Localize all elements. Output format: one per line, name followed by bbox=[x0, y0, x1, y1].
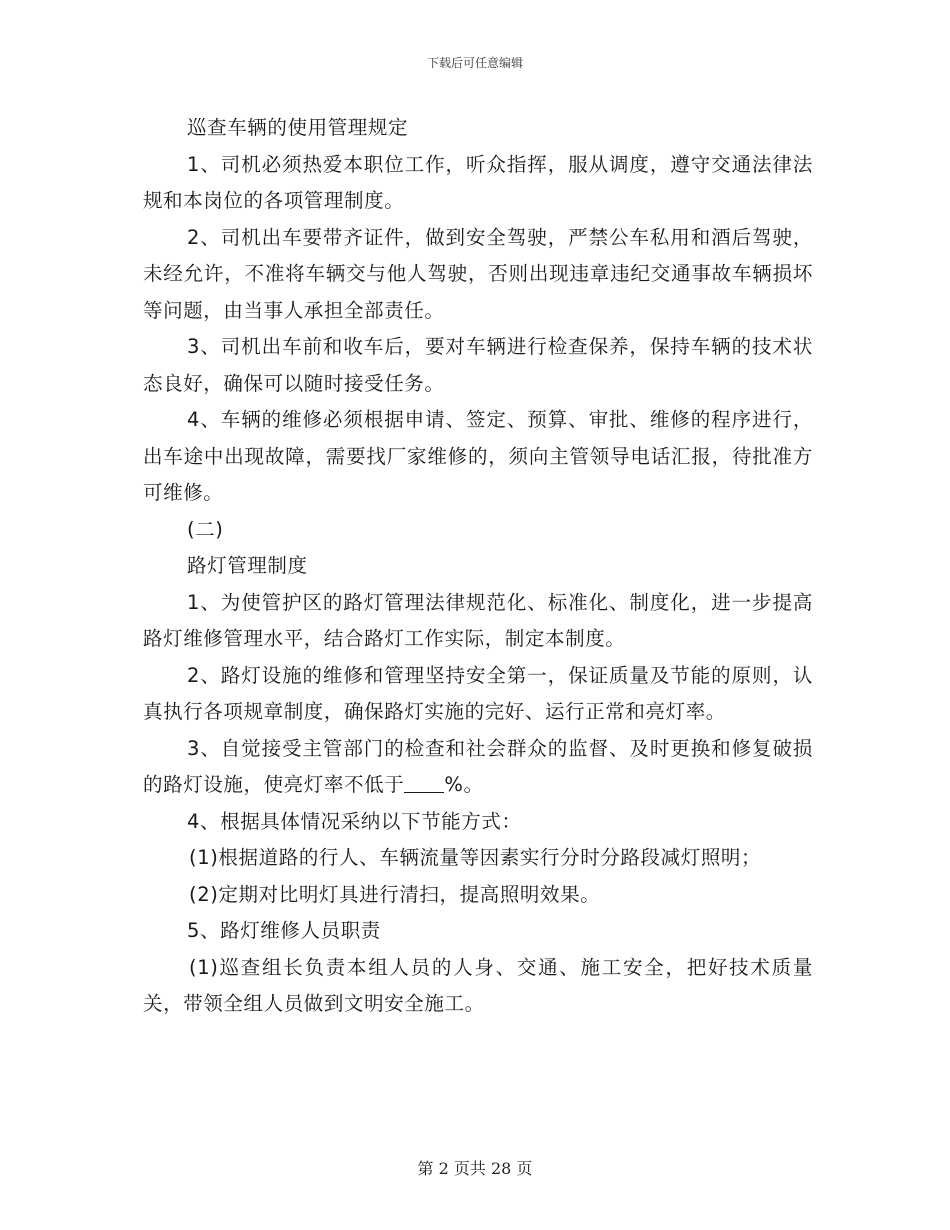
page-header: 下载后可任意编辑 bbox=[426, 56, 523, 70]
paragraph-light-rule-4: 4、根据具体情况采纳以下节能方式： bbox=[187, 809, 522, 833]
section-number: (二) bbox=[187, 517, 224, 541]
paragraph-vehicle-rule-3: 3、司机出车前和收车后，要对车辆进行检查保养，保持车辆的技术状态良好，确保可以随时接受任务。 bbox=[143, 335, 813, 395]
page-footer: 第 2 页共 28 页 bbox=[417, 1159, 533, 1178]
document-body bbox=[143, 110, 813, 1023]
paragraph-vehicle-rule-1: 1、司机必须热爱本职位工作，听众指挥，服从调度，遵守交通法律法规和本岗位的各项管理制度。 bbox=[143, 152, 813, 212]
light-rule-3-suffix: %。 bbox=[444, 773, 484, 796]
section-title-streetlights: 路灯管理制度 bbox=[187, 554, 308, 577]
paragraph-vehicle-rule-2: 2、司机出车要带齐证件，做到安全驾驶，严禁公车私用和酒后驾驶，未经允许，不准将车辆交与他人驾驶，否则出现违章违纪交通事故车辆损坏等问题，由当事人承担全部责任。 bbox=[143, 225, 813, 322]
paragraph-light-rule-2: 2、路灯设施的维修和管理坚持安全第一，保证质量及节能的原则，认真执行各项规章制度，确保路灯实施的完好、运行正常和亮灯率。 bbox=[143, 663, 813, 723]
paragraph-light-rule-4-sub-1: (1)根据道路的行人、车辆流量等因素实行分时分路段减灯照明； bbox=[189, 846, 762, 869]
paragraph-vehicle-rule-4: 4、车辆的维修必须根据申请、签定、预算、审批、维修的程序进行，出车途中出现故障，需要找厂家维修的，须向主管领导电话汇报，待批准方可维修。 bbox=[143, 408, 813, 504]
paragraph-light-rule-4-sub-2: (2)定期对比明灯具进行清扫，提高照明效果。 bbox=[189, 882, 601, 906]
section-title-vehicles: 巡查车辆的使用管理规定 bbox=[187, 116, 409, 139]
paragraph-light-rule-1: 1、为使管护区的路灯管理法律规范化、标准化、制度化，进一步提高路灯维修管理水平，结合路灯工作实际，制定本制度。 bbox=[143, 590, 813, 650]
paragraph-light-rule-5-sub-1: (1)巡查组长负责本组人员的人身、交通、施工安全，把好技术质量关，带领全组人员做到文明安全施工。 bbox=[143, 955, 813, 1015]
fill-in-blank bbox=[404, 774, 444, 793]
light-rule-3-text: 3、自觉接受主管部门的检查和社会群众的监督、及时更换和修复破损的路灯设施，使亮灯率不低于 bbox=[143, 736, 813, 796]
paragraph-light-rule-3 bbox=[143, 731, 813, 804]
paragraph-light-rule-5: 5、路灯维修人员职责 bbox=[187, 919, 381, 942]
